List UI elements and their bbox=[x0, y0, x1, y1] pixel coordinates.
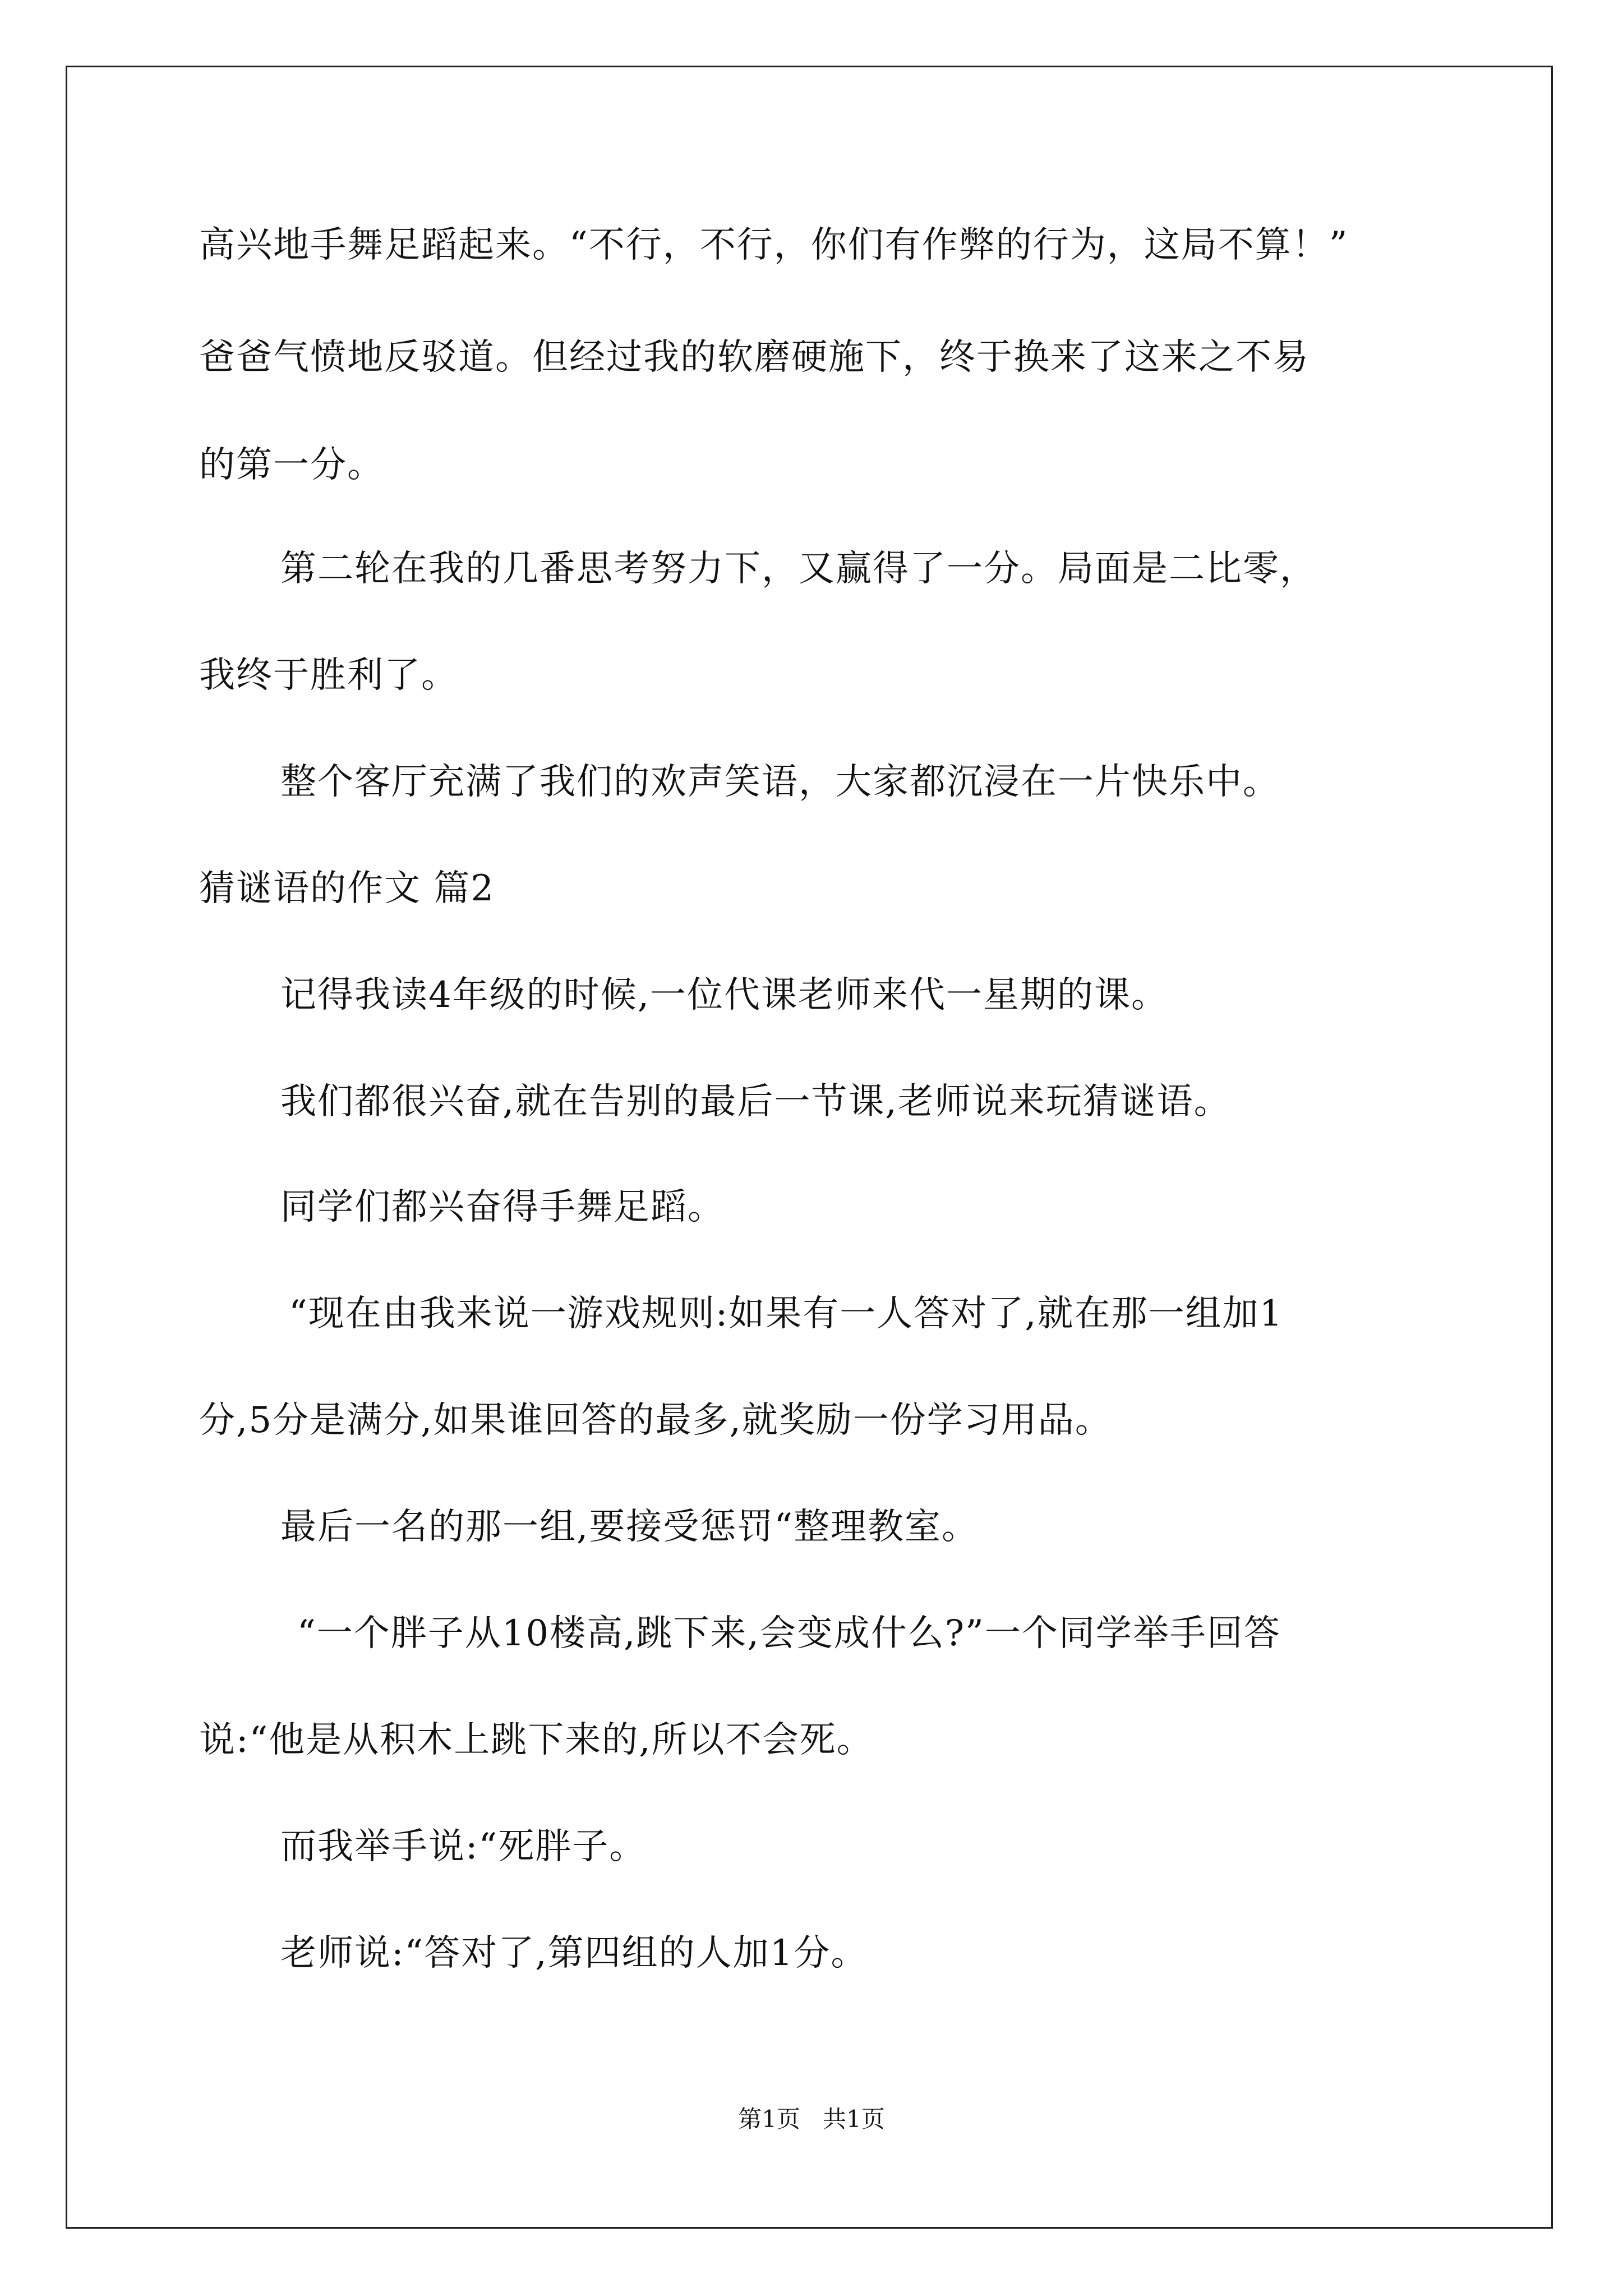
paragraph-line-10: 同学们都兴奋得手舞足蹈。 bbox=[280, 1186, 725, 1228]
paragraph-line-2: 爸爸气愤地反驳道。但经过我的软磨硬施下，终于换来了这来之不易 bbox=[199, 337, 1310, 378]
paragraph-line-9: 我们都很兴奋,就在告别的最后一节课,老师说来玩猜谜语。 bbox=[280, 1081, 1231, 1122]
paragraph-line-1: 高兴地手舞足蹈起来。“不行，不行，你们有作弊的行为，这局不算！” bbox=[199, 224, 1349, 266]
page-footer: 第1页 共1页 bbox=[738, 2105, 885, 2133]
paragraph-line-6: 整个客厅充满了我们的欢声笑语，大家都沉浸在一片快乐中。 bbox=[280, 761, 1280, 803]
section-heading: 猜谜语的作文 篇2 bbox=[199, 868, 495, 909]
paragraph-line-4: 第二轮在我的几番思考努力下，又赢得了一分。局面是二比零， bbox=[280, 548, 1317, 590]
paragraph-line-13: 最后一名的那一组,要接受惩罚“整理教室。 bbox=[280, 1506, 979, 1548]
paragraph-line-14: “一个胖子从10楼高,跳下来,会变成什么?”一个同学举手回答 bbox=[297, 1613, 1281, 1654]
paragraph-line-12: 分,5分是满分,如果谁回答的最多,就奖励一份学习用品。 bbox=[199, 1400, 1112, 1441]
page-border bbox=[66, 66, 1553, 2229]
paragraph-line-5: 我终于胜利了。 bbox=[199, 655, 458, 696]
paragraph-line-8: 记得我读4年级的时候,一位代课老师来代一星期的课。 bbox=[280, 974, 1169, 1016]
paragraph-line-11: “现在由我来说一游戏规则:如果有一人答对了,就在那一组加1 bbox=[289, 1293, 1284, 1335]
paragraph-line-15: 说:“他是从积木上跳下来的,所以不会死。 bbox=[199, 1719, 874, 1761]
paragraph-line-17: 老师说:“答对了,第四组的人加1分。 bbox=[280, 1932, 868, 1974]
paragraph-line-3: 的第一分。 bbox=[199, 444, 384, 486]
paragraph-line-16: 而我举手说:“死胖子。 bbox=[280, 1826, 647, 1867]
